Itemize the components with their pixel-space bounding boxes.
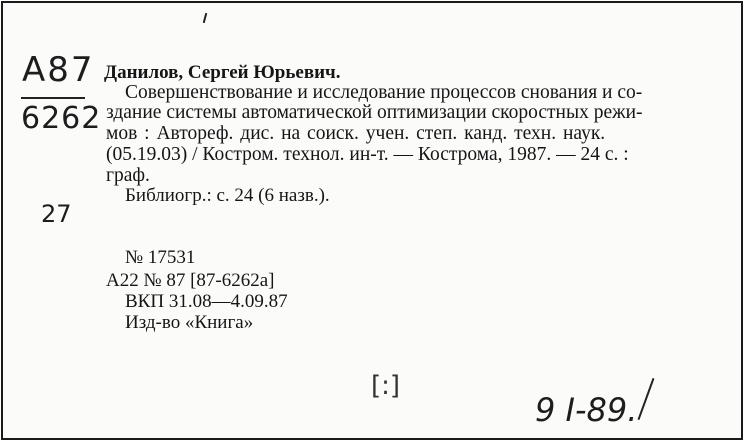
registration-number: № 17531 bbox=[125, 247, 196, 268]
description-line-4: (05.19.03) / Костром. технол. ин-т. — Кострома, 1987. — 24 с. : bbox=[106, 144, 629, 165]
date-underline-tick bbox=[638, 378, 655, 420]
description-line-1: Совершенствование и исследование процессов снования и со- bbox=[125, 82, 643, 103]
description-line-2: здание системы автоматической оптимизации скоростных режи- bbox=[106, 102, 643, 123]
margin-mark: 27 bbox=[41, 200, 72, 228]
shelfmark-code: A87 bbox=[22, 50, 95, 90]
catalog-number: А22 № 87 [87-6262а] bbox=[106, 270, 275, 291]
catalog-card bbox=[1, 1, 743, 440]
description-line-3: мов : Автореф. дис. на соиск. учен. степ. канд. техн. наук. bbox=[106, 123, 606, 144]
publisher: Изд-во «Книга» bbox=[125, 312, 254, 333]
classification-code: ВКП 31.08—4.09.87 bbox=[125, 291, 288, 312]
shelfmark-divider bbox=[21, 97, 85, 99]
stray-mark bbox=[203, 13, 208, 23]
date-note: 9 I-89. bbox=[535, 391, 638, 429]
author-name: Данилов, Сергей Юрьевич. bbox=[104, 62, 341, 83]
shelfmark-number: 6262 bbox=[21, 101, 102, 136]
description-line-5: граф. bbox=[106, 165, 150, 186]
bottom-stamp-mark: [:] bbox=[371, 371, 401, 401]
bibliography-note: Библиогр.: с. 24 (6 назв.). bbox=[125, 185, 330, 206]
